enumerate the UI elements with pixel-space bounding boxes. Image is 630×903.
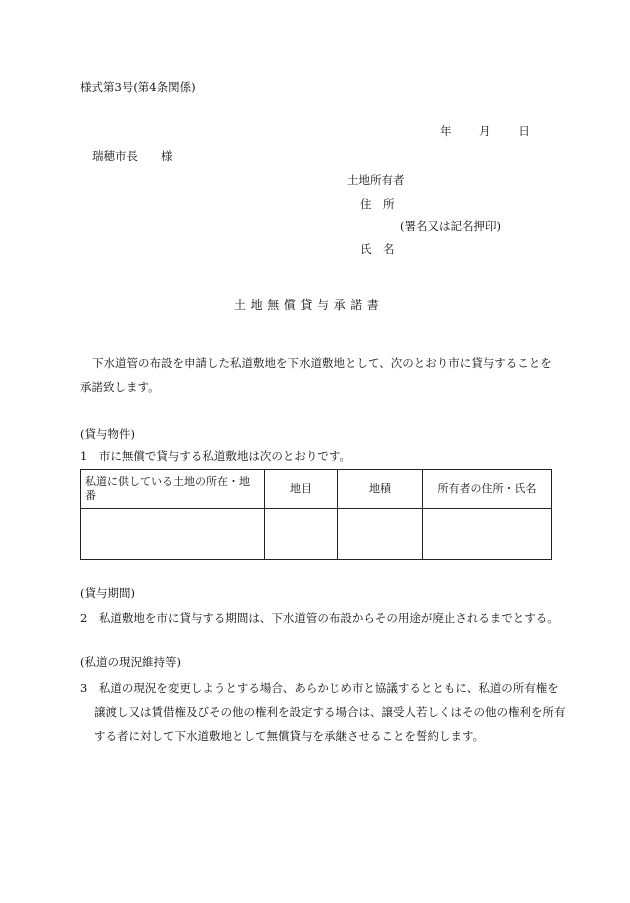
section2-heading: (貸与期間): [80, 586, 135, 600]
property-table: [80, 469, 552, 560]
header-area: 地積: [338, 470, 423, 509]
section3-heading: (私道の現況維持等): [80, 655, 181, 669]
signature-note: (署名又は記名押印): [400, 219, 501, 233]
section1-heading: (貸与物件): [80, 427, 135, 441]
owner-address-label: 住 所: [360, 197, 395, 211]
intro-paragraph: 下水道管の布設を申請した私道敷地を下水道敷地として、次のとおり市に貸与することを承諾致します。: [80, 356, 552, 394]
date-month: 月: [479, 124, 491, 138]
cell-owner[interactable]: [423, 509, 552, 560]
document-title: 土地無償貸与承諾書: [234, 298, 384, 312]
form-number: 様式第3号(第4条関係): [80, 80, 196, 94]
section1-item: 1 市に無償で貸与する私道敷地は次のとおりです。: [80, 449, 351, 463]
section2-item: 2 私道敷地を市に貸与する期間は、下水道管の布設からその用途が廃止されるまでとする。: [80, 611, 559, 625]
addressee: 瑞穂市長 様: [92, 149, 173, 163]
date-year: 年: [440, 124, 452, 138]
cell-area[interactable]: [338, 509, 423, 560]
date-day: 日: [518, 124, 530, 138]
header-location: 私道に供している土地の所在・地番: [81, 470, 265, 509]
section3-item: 3 私道の現況を変更しようとする場合、あらかじめ市と協議するとともに、私道の所有権を譲渡し又は賃借権及びその他の権利を設定する場合は、譲受人若しくはその他の権利を所有する者に対して下水道敷地として無償貸与を承継させることを誓約します。: [80, 681, 566, 743]
cell-location[interactable]: [81, 509, 265, 560]
owner-name-label: 氏 名: [360, 242, 395, 256]
header-land-category: 地目: [265, 470, 338, 509]
owner-label: 土地所有者: [347, 173, 405, 187]
cell-land-category[interactable]: [265, 509, 338, 560]
date-line: [440, 126, 530, 138]
header-owner: 所有者の住所・氏名: [423, 470, 552, 509]
table-row: [81, 509, 552, 560]
table-header-row: [81, 470, 552, 509]
